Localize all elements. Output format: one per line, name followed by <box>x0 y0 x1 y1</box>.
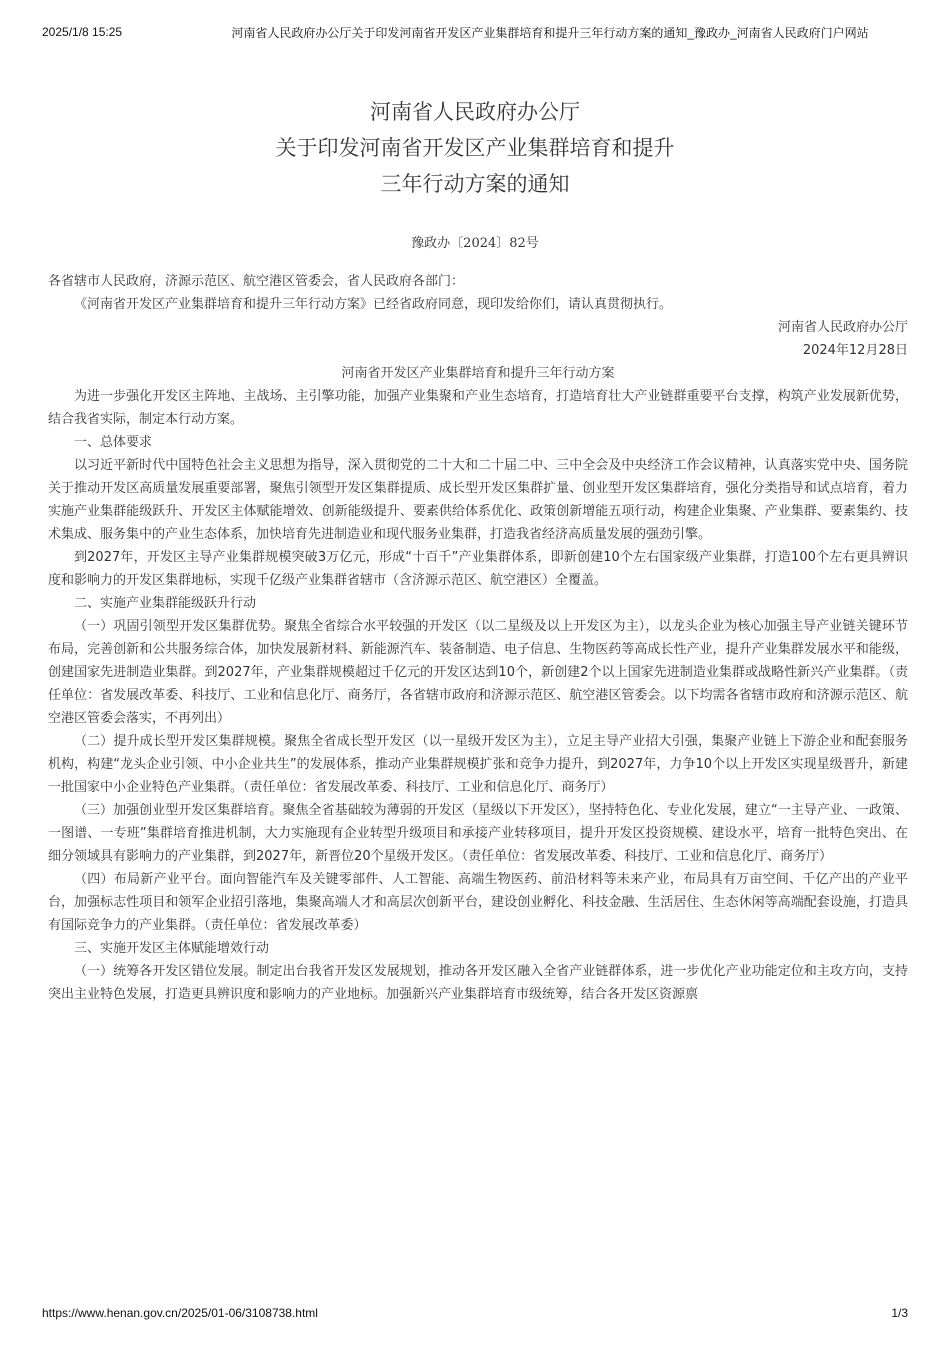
document-title <box>0 94 950 202</box>
paragraph: 到2027年，开发区主导产业集群规模突破3万亿元，形成“十百千”产业集群体系，即新创建10个左右国家级产业集群，打造100个左右更具辨识度和影响力的开发区集群地标，实现千亿级产业集群省辖市（含济源示范区、航空港区）全覆盖。 <box>48 550 908 588</box>
paragraph: 以习近平新时代中国特色社会主义思想为指导，深入贯彻党的二十大和二十届二中、三中全会及中央经济工作会议精神，认真落实党中央、国务院关于推动开发区高质量发展重要部署，聚焦引领型开发区集群提质、成长型开发区集群扩量、创业型开发区集群培育，强化分类指导和试点培育，着力实施产业集群能级跃升、开发区主体赋能增效、创新能级提升、要素供给体系优化、政策创新增能五项行动，构建企业集聚、产业集群、要素集约、技术集成、服务集中的产业生态体系，加快培育先进制造业和现代服务业集群，打造我省经济高质量发展的强劲引擎。 <box>48 458 908 542</box>
print-footer <box>42 1306 908 1322</box>
paragraph: （四）布局新产业平台。面向智能汽车及关键零部件、人工智能、高端生物医药、前沿材料等未来产业，布局具有万亩空间、千亿产出的产业平台，加强标志性项目和领军企业招引落地，集聚高端人才和高层次创新平台，建设创业孵化、科技金融、生活居住、生态休闲等高端配套设施，打造具有国际竞争力的产业集群。（责任单位：省发展改革委） <box>48 872 908 933</box>
page-number: 1/3 <box>891 1306 908 1320</box>
page-url: https://www.henan.gov.cn/2025/01-06/3108738.html <box>42 1306 318 1320</box>
section-heading: 三、实施开发区主体赋能增效行动 <box>74 941 270 956</box>
title-line: 关于印发河南省开发区产业集群培育和提升 <box>275 136 675 160</box>
title-line: 河南省人民政府办公厅 <box>370 100 580 124</box>
paragraph: （三）加强创业型开发区集群培育。聚焦全省基础较为薄弱的开发区（星级以下开发区），坚持特色化、专业化发展，建立“一主导产业、一政策、一图谱、一专班”集群培育推进机制，大力实施现有企业转型升级项目和承接产业转移项目，提升开发区投资规模、建设水平，培育一批特色突出、在细分领域具有影响力的产业集群，到2027年，新晋位20个星级开发区。（责任单位：省发展改革委、科技厅、工业和信息化厅、商务厅） <box>48 803 908 864</box>
paragraph: （一）统筹各开发区错位发展。制定出台我省开发区发展规划，推动各开发区融入全省产业链群体系，进一步优化产业功能定位和主攻方向，支持突出主业特色发展，打造更具辨识度和影响力的产业地标。加强新兴产业集群培育市级统筹，结合各开发区资源禀 <box>48 964 908 1002</box>
title-line: 三年行动方案的通知 <box>380 172 570 196</box>
issue-date: 2024年12月28日 <box>802 343 908 358</box>
section-heading: 二、实施产业集群能级跃升行动 <box>74 596 257 611</box>
issuer: 河南省人民政府办公厅 <box>777 320 908 335</box>
section-heading: 一、总体要求 <box>74 435 153 450</box>
paragraph: 为进一步强化开发区主阵地、主战场、主引擎功能，加强产业集聚和产业生态培育，打造培育壮大产业链群重要平台支撑，构筑产业发展新优势，结合我省实际，制定本行动方案。 <box>48 389 908 427</box>
print-datetime: 2025/1/8 15:25 <box>42 25 123 39</box>
document-number: 豫政办〔2024〕82号 <box>411 236 539 251</box>
paragraph: （二）提升成长型开发区集群规模。聚焦全省成长型开发区（以一星级开发区为主），立足主导产业招大引强，集聚产业链上下游企业和配套服务机构，构建“龙头企业引领、中小企业共生”的发展体系，推动产业集群规模扩张和竞争力提升，到2027年，力争10个以上开发区实现星级晋升，新建一批国家中小企业特色产业集群。（责任单位：省发展改革委、科技厅、工业和信息化厅、商务厅） <box>48 734 908 795</box>
intro-paragraph: 《河南省开发区产业集群培育和提升三年行动方案》已经省政府同意，现印发给你们，请认真贯彻执行。 <box>74 297 673 312</box>
print-page-title: 河南省人民政府办公厅关于印发河南省开发区产业集群培育和提升三年行动方案的通知_豫政办_河南省人民政府门户网站 <box>231 25 869 40</box>
plan-title: 河南省开发区产业集群培育和提升三年行动方案 <box>341 366 615 381</box>
document-body <box>48 270 908 1006</box>
salutation: 各省辖市人民政府，济源示范区、航空港区管委会，省人民政府各部门： <box>48 274 465 289</box>
paragraph: （一）巩固引领型开发区集群优势。聚焦全省综合水平较强的开发区（以二星级及以上开发区为主），以龙头企业为核心加强主导产业链关键环节布局，完善创新和公共服务综合体，加快发展新材料、新能源汽车、装备制造、电子信息、生物医药等高成长性产业，提升产业集群发展水平和能级，创建国家先进制造业集群。到2027年，产业集群规模超过千亿元的开发区达到10个，新创建2个以上国家先进制造业集群或战略性新兴产业集群。（责任单位：省发展改革委、科技厅、工业和信息化厅、商务厅，各省辖市政府和济源示范区、航空港区管委会。以下均需各省辖市政府和济源示范区、航空港区管委会落实，不再列出） <box>48 619 908 726</box>
print-header <box>42 24 908 40</box>
